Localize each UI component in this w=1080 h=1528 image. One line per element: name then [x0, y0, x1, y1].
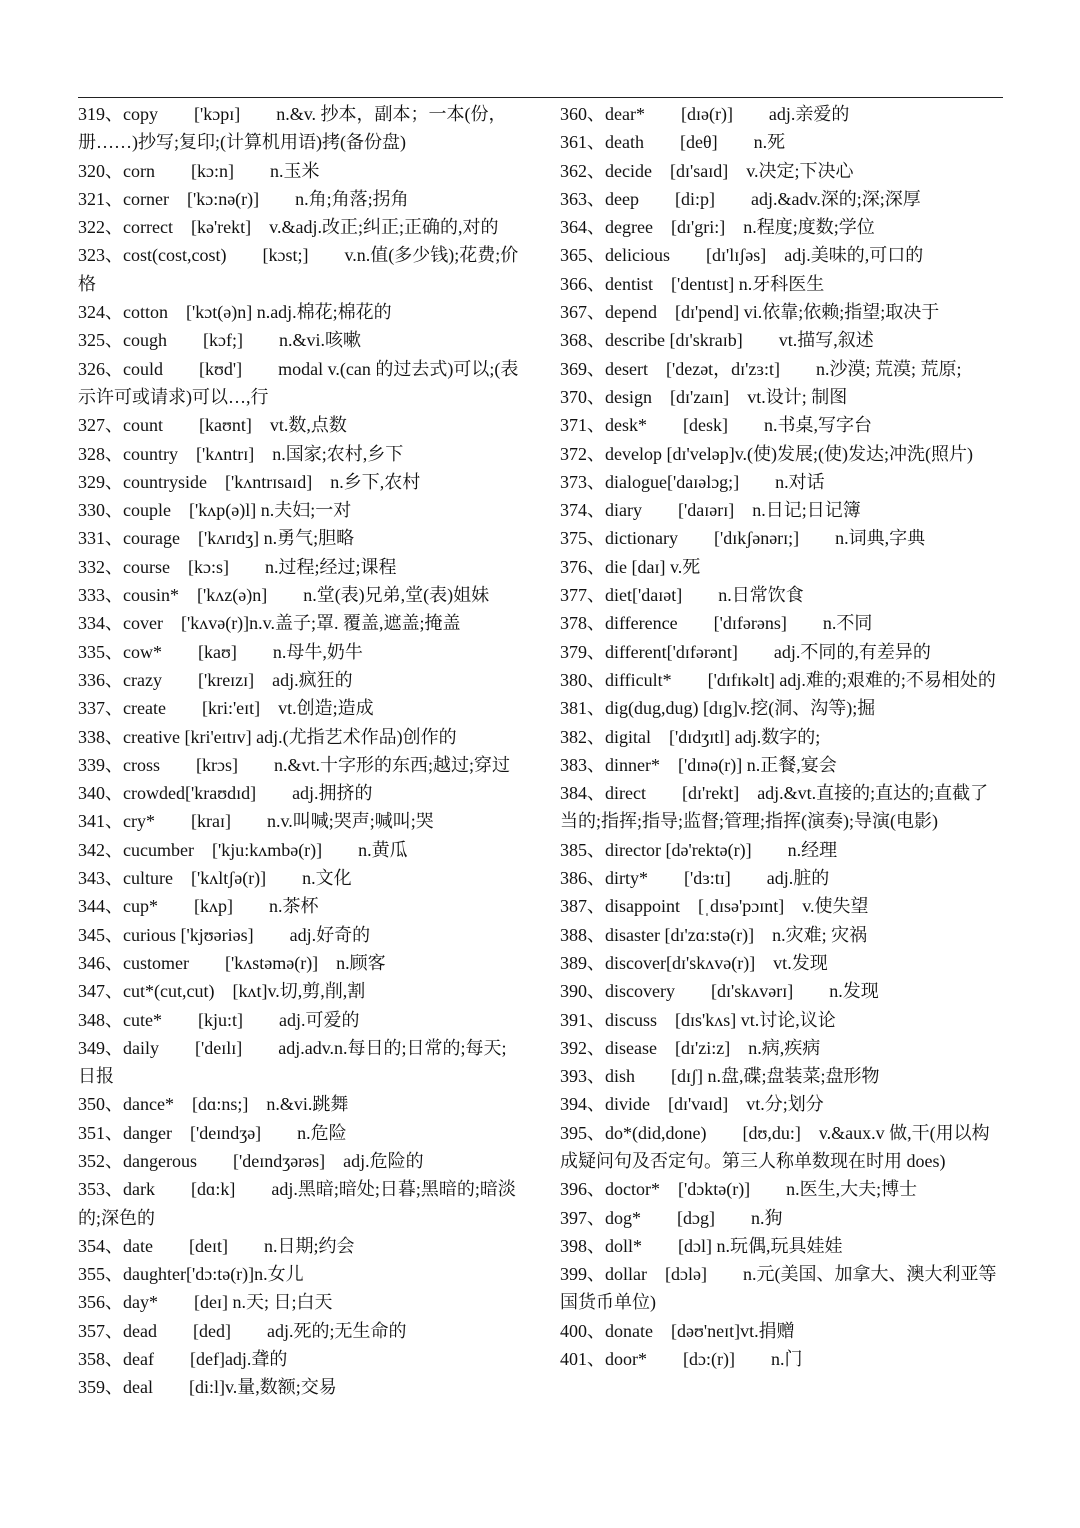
vocab-entry: 383、dinner* ['dɪnə(r)] n.正餐,宴会 — [560, 754, 837, 775]
vocab-entry: 385、director [də'rektə(r)] n.经理 — [560, 839, 838, 860]
vocab-entry: 367、depend [dɪ'pend] vi.依靠;依赖;指望;取决于 — [560, 302, 940, 323]
vocab-entry: 395、do*(did,done) [dʊ,du:] v.&aux.v 做,干(用以构成疑问句及否定句。第三人称单数现在时用 does) — [560, 1122, 990, 1171]
vocab-entry: 360、dear* [dɪə(r)] adj.亲爱的 — [560, 104, 850, 124]
vocab-entry: 372、develop [dɪ'veləp]v.(使)发展;(使)发达;冲洗(照片) — [560, 443, 973, 464]
vocab-entry: 341、cry* [kraɪ] n.v.叫喊;哭声;喊叫;哭 — [78, 811, 434, 832]
vocab-entry: 399、dollar [dɔlə] n.元(美国、加拿大、澳大利亚等国货币单位) — [560, 1264, 997, 1313]
vocab-entry: 363、deep [di:p] adj.&adv.深的;深;深厚 — [560, 188, 921, 209]
vocab-entry: 323、cost(cost,cost) [kɔst;] v.n.值(多少钱);花费;价格 — [78, 245, 519, 294]
vocab-entry: 354、date [deɪt] n.日期;约会 — [78, 1235, 355, 1256]
vocab-entry: 368、describe [dɪ'skraɪb] vt.描写,叙述 — [560, 330, 874, 351]
vocab-entry: 336、crazy ['kreɪzɪ] adj.疯狂的 — [78, 669, 353, 690]
vocab-entry: 366、dentist ['dentɪst] n.牙科医生 — [560, 273, 825, 294]
vocab-entry: 396、doctor* ['dɔktə(r)] n.医生,大夫;博士 — [560, 1179, 918, 1200]
vocab-entry: 373、dialogue['daɪəlɔg;] n.对话 — [560, 471, 825, 492]
vocab-entry: 398、doll* [dɔl] n.玩偶,玩具娃娃 — [560, 1235, 843, 1256]
vocab-entry: 379、different['dɪfərənt] adj.不同的,有差异的 — [560, 641, 931, 662]
vocab-entry: 391、discuss [dɪs'kʌs] vt.讨论,议论 — [560, 1009, 836, 1030]
vocab-entry: 348、cute* [kju:t] adj.可爱的 — [78, 1009, 360, 1030]
vocab-entry: 331、courage ['kʌrɪdʒ] n.勇气;胆略 — [78, 528, 355, 549]
vocab-entry: 376、die [daɪ] v.死 — [560, 556, 701, 577]
vocab-entry: 387、disappoint [ˌdɪsə'pɔɪnt] v.使失望 — [560, 896, 869, 917]
vocab-entry: 356、day* [deɪ] n.天; 日;白天 — [78, 1292, 333, 1313]
vocab-entry: 334、cover ['kʌvə(r)]n.v.盖子;罩. 覆盖,遮盖;掩盖 — [78, 613, 461, 634]
vocab-entry: 390、discovery [dɪ'skʌvərɪ] n.发现 — [560, 981, 879, 1002]
vocab-entry: 364、degree [dɪ'gri:] n.程度;度数;学位 — [560, 217, 875, 238]
vocab-entry: 370、design [dɪ'zaɪn] vt.设计; 制图 — [560, 386, 848, 407]
vocab-entry: 350、dance* [dɑ:ns;] n.&vi.跳舞 — [78, 1094, 349, 1115]
vocab-entry: 324、cotton ['kɔt(ə)n] n.adj.棉花;棉花的 — [78, 302, 392, 323]
vocab-entry: 378、difference ['dɪfərəns] n.不同 — [560, 613, 873, 634]
vocab-entry: 400、donate [dəʊ'neɪt]vt.捐赠 — [560, 1320, 795, 1341]
vocab-entry: 361、death [deθ] n.死 — [560, 132, 786, 153]
vocab-entry: 382、digital ['dɪdʒɪtl] adj.数字的; — [560, 726, 821, 747]
vocab-entry: 369、desert ['dezət，dɪ'zɜ:t] n.沙漠; 荒漠; 荒原; — [560, 358, 962, 379]
vocab-entry: 346、customer ['kʌstəmə(r)] n.顾客 — [78, 952, 386, 973]
vocab-entry: 325、cough [kɔf;] n.&vi.咳嗽 — [78, 330, 361, 351]
vocab-entry: 351、danger ['deɪndʒə] n.危险 — [78, 1122, 347, 1143]
vocab-entry: 377、diet['daɪət] n.日常饮食 — [560, 585, 804, 606]
vocab-entry: 322、correct [kə'rekt] v.&adj.改正;纠正;正确的,对的 — [78, 217, 499, 238]
vocab-entry: 340、crowded['kraʊdɪd] adj.拥挤的 — [78, 783, 373, 804]
vocab-entry: 371、desk* [desk] n.书桌,写字台 — [560, 415, 872, 436]
vocab-entry: 329、countryside ['kʌntrɪsaɪd] n.乡下,农村 — [78, 471, 421, 492]
vocab-entry: 327、count [kaʊnt] vt.数,点数 — [78, 415, 347, 436]
vocab-entry: 330、couple ['kʌp(ə)l] n.夫妇;一对 — [78, 500, 352, 521]
vocab-entry: 337、create [kri:'eɪt] vt.创造;造成 — [78, 698, 374, 719]
vocab-entry: 362、decide [dɪ'saɪd] v.决定;下决心 — [560, 160, 854, 181]
vocab-entry: 355、daughter['dɔ:tə(r)]n.女儿 — [78, 1264, 304, 1285]
vocab-entry: 388、disaster [dɪ'zɑ:stə(r)] n.灾难; 灾祸 — [560, 924, 868, 945]
vocab-entry: 374、diary ['daɪərɪ] n.日记;日记簿 — [560, 500, 861, 521]
vocab-entry: 359、deal [di:l]v.量,数额;交易 — [78, 1377, 337, 1398]
vocab-entry: 380、difficult* ['dɪfɪkəlt] adj.难的;艰难的;不易相处的 — [560, 669, 996, 690]
vocab-entry: 393、dish [dɪʃ] n.盘,碟;盘装菜;盘形物 — [560, 1066, 880, 1087]
vocab-entry: 389、discover[dɪ'skʌvə(r)] vt.发现 — [560, 952, 828, 973]
vocab-entry: 401、door* [dɔ:(r)] n.门 — [560, 1349, 803, 1370]
top-rule — [78, 97, 1003, 98]
vocab-entry: 335、cow* [kaʊ] n.母牛,奶牛 — [78, 641, 363, 662]
vocab-entry: 339、cross [krɔs] n.&vt.十字形的东西;越过;穿过 — [78, 754, 510, 775]
right-column — [560, 100, 1004, 1373]
vocab-entry: 342、cucumber ['kju:kʌmbə(r)] n.黄瓜 — [78, 839, 408, 860]
vocab-entry: 320、corn [kɔ:n] n.玉米 — [78, 160, 320, 181]
vocab-entry: 328、country ['kʌntrɪ] n.国家;农村,乡下 — [78, 443, 404, 464]
vocab-entry: 384、direct [dɪ'rekt] adj.&vt.直接的;直达的;直截了当的;指挥;指导;监督;管理;指挥(演奏);导演(电影) — [560, 783, 989, 832]
vocab-entry: 386、dirty* ['dɜ:tɪ] adj.脏的 — [560, 868, 830, 889]
vocab-entry: 319、copy ['kɔpɪ] n.&v. 抄本，副本；一本(份，册……)抄写;复印;(计算机用语)拷(备份盘) — [78, 104, 507, 153]
vocab-entry: 365、delicious [dɪ'lɪʃəs] adj.美味的,可口的 — [560, 245, 924, 266]
left-column — [78, 100, 524, 1402]
vocab-entry: 326、could [kʊd'] modal v.(can 的过去式)可以;(表示许可或请求)可以…,行 — [78, 358, 519, 407]
vocab-entry: 375、dictionary ['dɪkʃənərɪ;] n.词典,字典 — [560, 528, 926, 549]
vocab-entry: 344、cup* [kʌp] n.茶杯 — [78, 896, 319, 917]
vocab-entry: 349、daily ['deɪlɪ] adj.adv.n.每日的;日常的;每天;日报 — [78, 1037, 507, 1087]
vocab-entry: 397、dog* [dɔg] n.狗 — [560, 1207, 783, 1228]
vocab-entry: 353、dark [dɑ:k] adj.黑暗;暗处;日暮;黑暗的;暗淡的;深色的 — [78, 1179, 516, 1228]
vocab-entry: 352、dangerous ['deɪndʒərəs] adj.危险的 — [78, 1150, 424, 1171]
vocab-entry: 332、course [kɔ:s] n.过程;经过;课程 — [78, 556, 397, 577]
vocab-entry: 343、culture ['kʌltʃə(r)] n.文化 — [78, 868, 352, 889]
vocab-entry: 321、corner ['kɔ:nə(r)] n.角;角落;拐角 — [78, 188, 409, 209]
vocab-entry: 345、curious ['kjʊəriəs] adj.好奇的 — [78, 924, 371, 945]
vocab-entry: 392、disease [dɪ'zi:z] n.病,疾病 — [560, 1037, 821, 1058]
vocab-entry: 338、creative [kri'eɪtɪv] adj.(尤指艺术作品)创作的 — [78, 726, 457, 747]
vocab-entry: 394、divide [dɪ'vaɪd] vt.分;划分 — [560, 1094, 824, 1115]
vocab-entry: 381、dig(dug,dug) [dɪg]v.挖(洞、沟等);掘 — [560, 698, 876, 719]
vocab-entry: 347、cut*(cut,cut) [kʌt]v.切,剪,削,割 — [78, 981, 366, 1002]
vocab-entry: 333、cousin* ['kʌz(ə)n] n.堂(表)兄弟,堂(表)姐妹 — [78, 585, 490, 606]
vocab-entry: 358、deaf [def]adj.聋的 — [78, 1349, 288, 1370]
vocab-entry: 357、dead [ded] adj.死的;无生命的 — [78, 1320, 407, 1341]
